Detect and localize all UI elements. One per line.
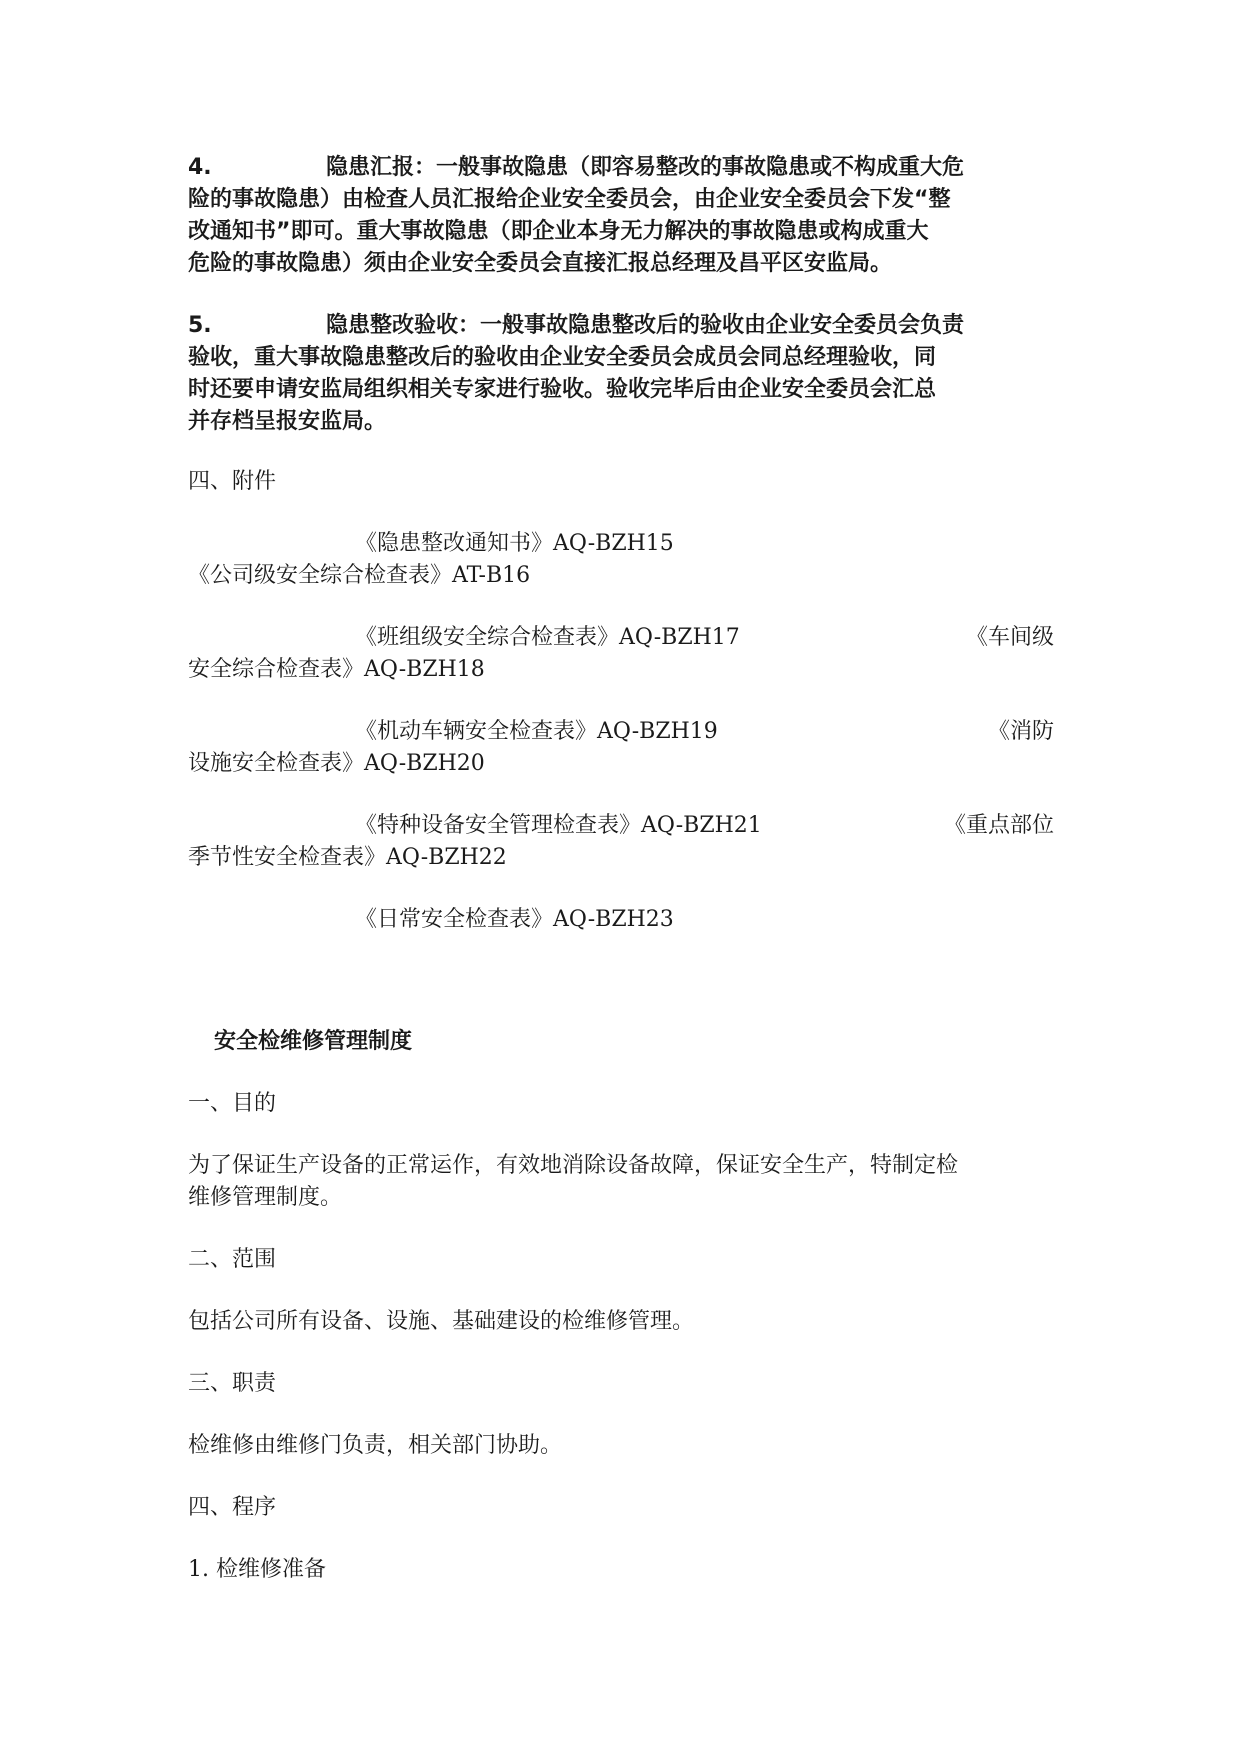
purpose-line1: 为了保证生产设备的正常运作，有效地消除设备故障，保证安全生产，特制定检 bbox=[188, 1153, 959, 1178]
attachment-item: 《日常安全检查表》AQ-BZH23 bbox=[355, 907, 674, 932]
attachment-item: 《车间级 bbox=[965, 625, 1054, 650]
item5-line3: 时还要申请安监局组织相关专家进行验收。验收完毕后由企业安全委员会汇总 bbox=[188, 377, 937, 402]
duties-text: 检维修由维修门负责，相关部门协助。 bbox=[188, 1433, 563, 1458]
attachment-item: 安全综合检查表》AQ-BZH18 bbox=[188, 657, 485, 682]
attachments-heading: 四、附件 bbox=[188, 469, 277, 494]
item4-line1: 隐患汇报：一般事故隐患（即容易整改的事故隐患或不构成重大危 bbox=[326, 155, 965, 180]
item4-line2: 险的事故隐患）由检查人员汇报给企业安全委员会，由企业安全委员会下发“整 bbox=[188, 187, 951, 212]
attachment-item: 《班组级安全综合检查表》AQ-BZH17 bbox=[355, 625, 740, 650]
scope-heading: 二、范围 bbox=[188, 1247, 277, 1272]
attachment-item: 季节性安全检查表》AQ-BZH22 bbox=[188, 845, 507, 870]
attachment-item: 《特种设备安全管理检查表》AQ-BZH21 bbox=[355, 813, 762, 838]
item5-line1: 隐患整改验收：一般事故隐患整改后的验收由企业安全委员会负责 bbox=[326, 313, 965, 338]
item4-line4: 危险的事故隐患）须由企业安全委员会直接汇报总经理及昌平区安监局。 bbox=[188, 251, 893, 276]
item5-line2: 验收，重大事故隐患整改后的验收由企业安全委员会成员会同总经理验收，同 bbox=[188, 345, 937, 370]
item4-number: 4. bbox=[188, 155, 212, 180]
item5-number: 5. bbox=[188, 313, 212, 338]
scope-text: 包括公司所有设备、设施、基础建设的检维修管理。 bbox=[188, 1309, 695, 1334]
attachment-item: 《重点部位 bbox=[943, 813, 1054, 838]
attachment-item: 《机动车辆安全检查表》AQ-BZH19 bbox=[355, 719, 718, 744]
purpose-line2: 维修管理制度。 bbox=[188, 1185, 343, 1210]
purpose-heading: 一、目的 bbox=[188, 1091, 277, 1116]
attachment-item: 设施安全检查表》AQ-BZH20 bbox=[188, 751, 485, 776]
duties-heading: 三、职责 bbox=[188, 1371, 277, 1396]
procedure-heading: 四、程序 bbox=[188, 1495, 277, 1520]
attachment-item: 《公司级安全综合检查表》AT-B16 bbox=[188, 563, 531, 588]
attachment-item: 《隐患整改通知书》AQ-BZH15 bbox=[355, 531, 674, 556]
item5-line4: 并存档呈报安监局。 bbox=[188, 409, 387, 434]
attachment-item: 《消防 bbox=[987, 719, 1054, 744]
section-title: 安全检维修管理制度 bbox=[214, 1029, 413, 1054]
procedure-item-1: 1. 检维修准备 bbox=[188, 1557, 326, 1582]
item4-line3: 改通知书”即可。重大事故隐患（即企业本身无力解决的事故隐患或构成重大 bbox=[188, 219, 929, 244]
